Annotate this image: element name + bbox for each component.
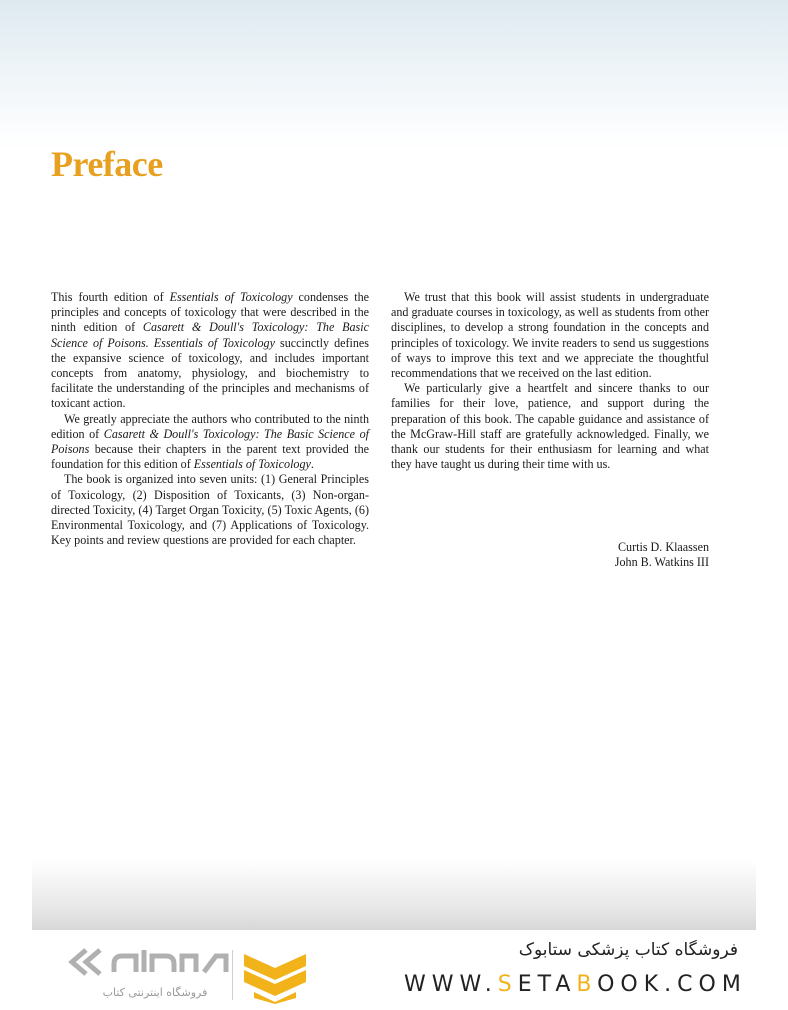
url-highlight: S xyxy=(497,972,518,997)
text-run: . xyxy=(310,457,314,472)
author-name: John B. Watkins III xyxy=(614,555,709,570)
signature-block xyxy=(391,540,709,570)
logo-divider xyxy=(232,950,233,1000)
author-name: Curtis D. Klaassen xyxy=(617,540,709,554)
text-run: because their chapters in the parent text provided the foundation for this edition of xyxy=(51,442,369,472)
footer-gradient xyxy=(32,860,756,930)
header-gradient xyxy=(0,0,788,150)
left-column xyxy=(51,290,369,548)
text-run: We greatly appreciate the authors who contributed to the ninth edition of xyxy=(51,411,369,441)
url-text: OOK.COM xyxy=(597,972,747,997)
setabook-logo-icon xyxy=(66,942,236,982)
logo-subtitle: فروشگاه اینترنتی کتاب xyxy=(102,986,208,999)
book-title: Casarett & Doull's Toxicology: The Basic Science of Poisons xyxy=(51,426,369,457)
url-text: ETA xyxy=(517,972,577,997)
paragraph-acknowledgment-authors xyxy=(51,412,369,473)
book-title: Essentials of Toxicology xyxy=(169,290,293,304)
url-text: WWW. xyxy=(404,972,498,997)
store-url-link[interactable] xyxy=(404,972,747,997)
url-highlight: B xyxy=(576,972,598,997)
text-run: This fourth edition of xyxy=(51,290,170,304)
text-run: condenses the principles and concepts of toxicology that were described in the ninth edition of xyxy=(51,290,369,335)
book-title: Essentials of Toxicology xyxy=(193,457,311,472)
paragraph-intro xyxy=(51,290,369,412)
paragraph-purpose: We trust that this book will assist students in undergraduate and graduate courses in toxicology, as well as students from other disciplines, to develop a strong foundation in the concepts and principles of toxicology. We invite readers to send us suggestions of ways to improve this text and we appreciate the thoughtful recommendations that we received on the last edition. xyxy=(391,290,709,381)
paragraph-thanks: We particularly give a heartfelt and sincere thanks to our families for their love, patience, and support during the preparation of this book. The capable guidance and assistance of the McGraw-Hill staff are gratefully acknowledged. Finally, we thank our students for their enthusiasm for learning and what they have taught us during their time with us. xyxy=(391,381,709,472)
right-column xyxy=(391,290,709,472)
store-name: فروشگاه کتاب پزشکی ستابوک xyxy=(518,940,738,960)
chevron-stack-icon xyxy=(240,952,310,1004)
book-title: Casarett & Doull's Toxicology: The Basic Science of Poisons. Essentials of Toxicology xyxy=(51,320,369,350)
paragraph-organization: The book is organized into seven units: (1) General Principles of Toxicology, (2) Disposition of Toxicants, (3) Non-organ-directed Toxicity, (4) Target Organ Toxicity, (5) Toxic Agents, (6) Environmental Toxicology, and (7) Applications of Toxicology. Key points and review questions are provided for each chapter. xyxy=(51,472,369,548)
page-title: Preface xyxy=(51,144,163,184)
text-run: succinctly defines the expansive science of toxicology, and includes important concepts from anatomy, physiology, and biochemistry to facilitate the understanding of the principles and mechanisms of toxicant action. xyxy=(51,335,369,411)
